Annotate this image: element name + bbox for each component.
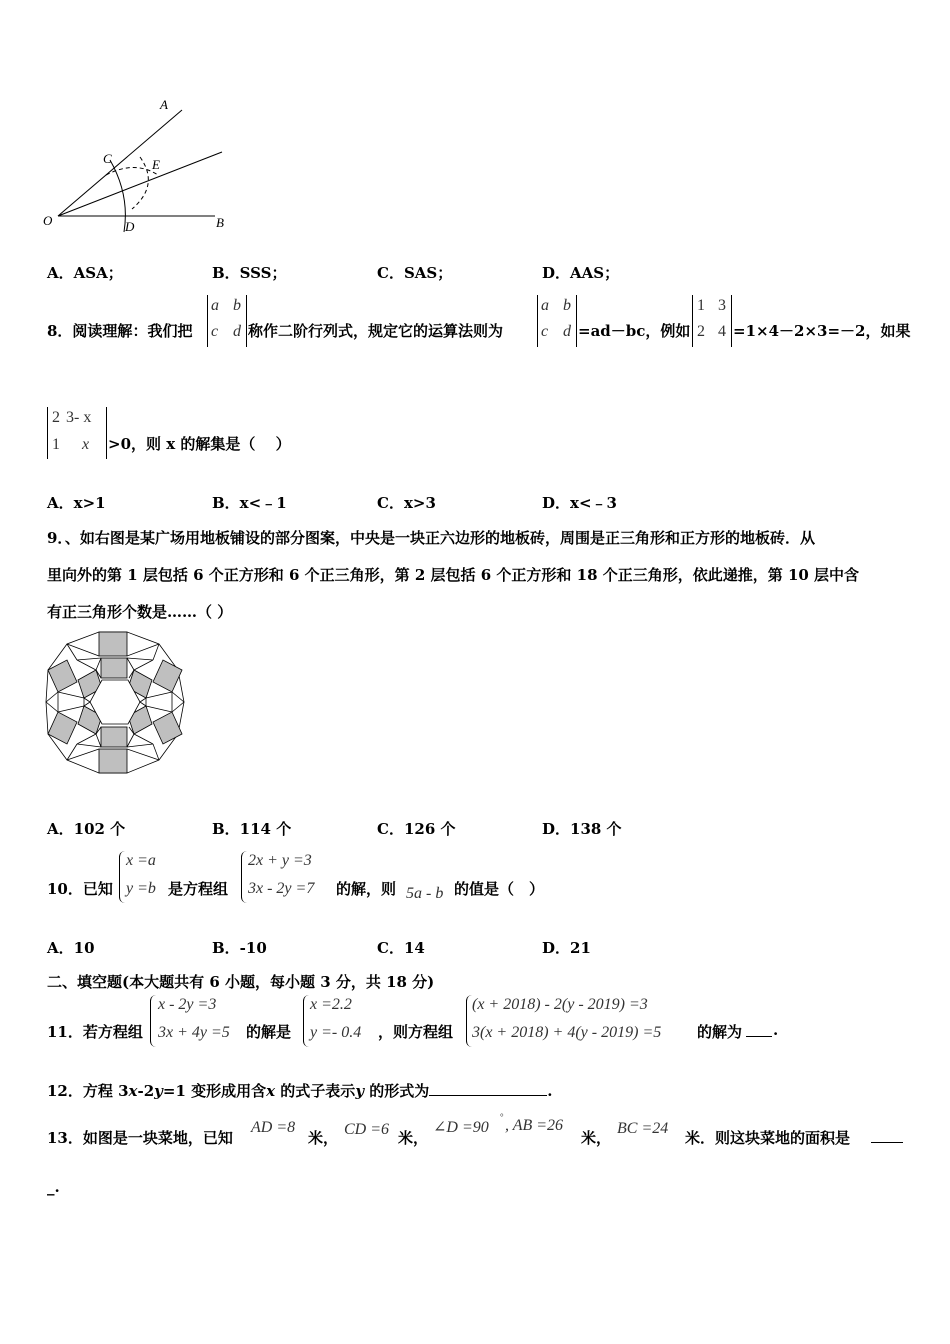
- q8-text-5: >0，则 x 的解集是（ ）: [108, 435, 291, 453]
- q11-text-1: 11．若方程组: [47, 1023, 143, 1041]
- det-a: a: [211, 297, 219, 314]
- q10-sys1-eq2: y =b: [126, 880, 156, 897]
- q13-degree: °: [500, 1112, 504, 1122]
- q11-text-4: 的解为: [697, 1023, 743, 1041]
- q13-unit-4: 米．则这块菜地的面积是: [685, 1129, 851, 1147]
- square-tile: [99, 632, 127, 656]
- q11-system-1-brace: [150, 995, 157, 1047]
- tiling-pattern-figure: [44, 630, 186, 775]
- q11-sys1-eq1: x - 2y =3: [158, 996, 217, 1013]
- q10-sys2-eq1: 2x + y =3: [248, 852, 312, 869]
- ray-OA: [58, 110, 182, 216]
- q7-option-c[interactable]: C．SAS；: [377, 264, 453, 282]
- det-c: c: [211, 323, 219, 340]
- q7-option-d[interactable]: D．AAS；: [542, 264, 620, 282]
- q11-text-5: .: [773, 1021, 779, 1039]
- angle-construction-figure: [40, 95, 240, 240]
- q12-var-y: y: [154, 1082, 163, 1100]
- q13-bc: BC =24: [617, 1120, 669, 1137]
- q12-question: [47, 1080, 553, 1101]
- det-2: 2: [697, 323, 705, 340]
- section-2-title: 二、填空题(本大题共有 6 小题，每小题 3 分，共 18 分): [47, 973, 435, 991]
- q13-unit-2: 米，: [398, 1129, 429, 1147]
- square-tile: [101, 658, 127, 678]
- q8-option-b[interactable]: B．x<﹣1: [212, 494, 287, 512]
- q7-option-a[interactable]: A．ASA；: [47, 264, 123, 282]
- q9-option-a[interactable]: A．102 个: [47, 820, 126, 838]
- q10-system-1-brace: [119, 851, 126, 903]
- determinant-abcd: [207, 295, 247, 347]
- q7-option-b[interactable]: B．SSS；: [212, 264, 287, 282]
- det-3: 3: [718, 297, 726, 314]
- q11-sys3-eq2: 3(x + 2018) + 4(y - 2019) =5: [472, 1024, 662, 1041]
- q12-text-5: 的形式为: [364, 1082, 430, 1100]
- q12-var-x2: x: [266, 1082, 276, 1100]
- determinant-x: [47, 407, 107, 459]
- point-label-A: A: [160, 97, 168, 112]
- det-x-22: x: [82, 436, 90, 453]
- q10-expression: 5a - b: [406, 885, 444, 902]
- det-1: 1: [697, 297, 705, 314]
- det-b: b: [563, 297, 571, 314]
- q9-line-1: 9．、如右图是某广场用地板铺设的部分图案，中央是一块正六边形的地板砖，周围是正三角形和正方形的地板砖．从: [47, 529, 815, 547]
- det-d: d: [563, 323, 571, 340]
- det-x-12: 3- x: [66, 409, 92, 426]
- arc-D-to-E: [132, 157, 148, 209]
- q10-option-d[interactable]: D．21: [542, 939, 591, 957]
- q12-text-4: 的式子表示: [275, 1082, 356, 1100]
- point-label-C: C: [103, 151, 112, 166]
- q11-sys1-eq2: 3x + 4y =5: [158, 1024, 230, 1041]
- det-x-21: 1: [52, 436, 60, 453]
- det-b: b: [233, 297, 241, 314]
- q13-text-1: 13．如图是一块菜地，已知: [47, 1129, 233, 1147]
- q13-unit-1: 米，: [308, 1129, 339, 1147]
- q13-answer-blank[interactable]: [871, 1128, 903, 1143]
- q12-text-2: -2: [137, 1082, 155, 1100]
- determinant-example: [692, 295, 732, 347]
- square-tile: [99, 749, 127, 773]
- point-label-B: B: [216, 215, 224, 230]
- q8-option-a[interactable]: A．x>1: [47, 494, 106, 512]
- q11-sys2-eq1: x =2.2: [310, 996, 352, 1013]
- point-label-E: E: [152, 157, 160, 172]
- q12-text-3: =1 变形成用含: [162, 1082, 267, 1100]
- q10-text-4: 的值是（ ）: [454, 880, 545, 898]
- q12-var-y2: y: [355, 1082, 365, 1100]
- point-label-O: O: [43, 213, 53, 228]
- q10-text-1: 10．已知: [47, 880, 113, 898]
- q11-text-2: 的解是: [246, 1023, 292, 1041]
- q9-option-c[interactable]: C．126 个: [377, 820, 456, 838]
- det-4: 4: [718, 323, 726, 340]
- q11-answer-blank[interactable]: [746, 1022, 772, 1037]
- q11-sys2-eq2: y =- 0.4: [310, 1024, 362, 1041]
- q11-text-3: ，则方程组: [378, 1023, 454, 1041]
- q13-unit-3: 米，: [581, 1129, 612, 1147]
- q8-text-2: 称作二阶行列式，规定它的运算法则为: [248, 322, 504, 340]
- det-a: a: [541, 297, 549, 314]
- q10-text-2: 是方程组: [168, 880, 229, 898]
- q13-ab: , AB =26: [505, 1117, 564, 1134]
- q8-text-3: =ad－bc，例如: [578, 322, 691, 340]
- det-d: d: [233, 323, 241, 340]
- q10-option-a[interactable]: A．10: [47, 939, 95, 957]
- q13-tail: _.: [47, 1178, 60, 1196]
- q10-text-3: 的解，则: [336, 880, 397, 898]
- q12-answer-blank[interactable]: [429, 1081, 547, 1096]
- q10-sys2-eq2: 3x - 2y =7: [248, 880, 315, 897]
- q10-system-2-brace: [241, 851, 248, 903]
- q8-text-4: =1×4－2×3=－2，如果: [733, 322, 911, 340]
- arc-CD: [110, 160, 125, 232]
- det-c: c: [541, 323, 549, 340]
- q13-ad: AD =8: [251, 1119, 296, 1136]
- det-x-11: 2: [52, 409, 60, 426]
- q9-line-3: 有正三角形个数是……（ ）: [47, 603, 233, 621]
- square-tile: [101, 727, 127, 747]
- point-label-D: D: [125, 219, 135, 234]
- q11-system-2-brace: [303, 995, 310, 1047]
- q13-cd: CD =6: [344, 1121, 390, 1138]
- q12-var-x: x: [128, 1082, 138, 1100]
- q8-option-d[interactable]: D．x<﹣3: [542, 494, 617, 512]
- q9-option-d[interactable]: D．138 个: [542, 820, 622, 838]
- ray-OE: [58, 152, 222, 216]
- determinant-abcd-rule: [537, 295, 577, 347]
- q10-option-b[interactable]: B．-10: [212, 939, 267, 957]
- q12-text-1: 12．方程 3: [47, 1082, 129, 1100]
- q9-line-2: 里向外的第 1 层包括 6 个正方形和 6 个正三角形，第 2 层包括 6 个正方形和 18 个正三角形，依此递推，第 10 层中含: [47, 566, 860, 584]
- q12-text-6: .: [547, 1082, 553, 1100]
- q8-option-c[interactable]: C．x>3: [377, 494, 436, 512]
- q8-text-1: 8．阅读理解：我们把: [47, 322, 193, 340]
- q11-sys3-eq1: (x + 2018) - 2(y - 2019) =3: [472, 996, 648, 1013]
- q10-sys1-eq1: x =a: [126, 852, 156, 869]
- q9-option-b[interactable]: B．114 个: [212, 820, 292, 838]
- q10-option-c[interactable]: C．14: [377, 939, 425, 957]
- q13-angle-d: ∠D =90: [433, 1119, 489, 1136]
